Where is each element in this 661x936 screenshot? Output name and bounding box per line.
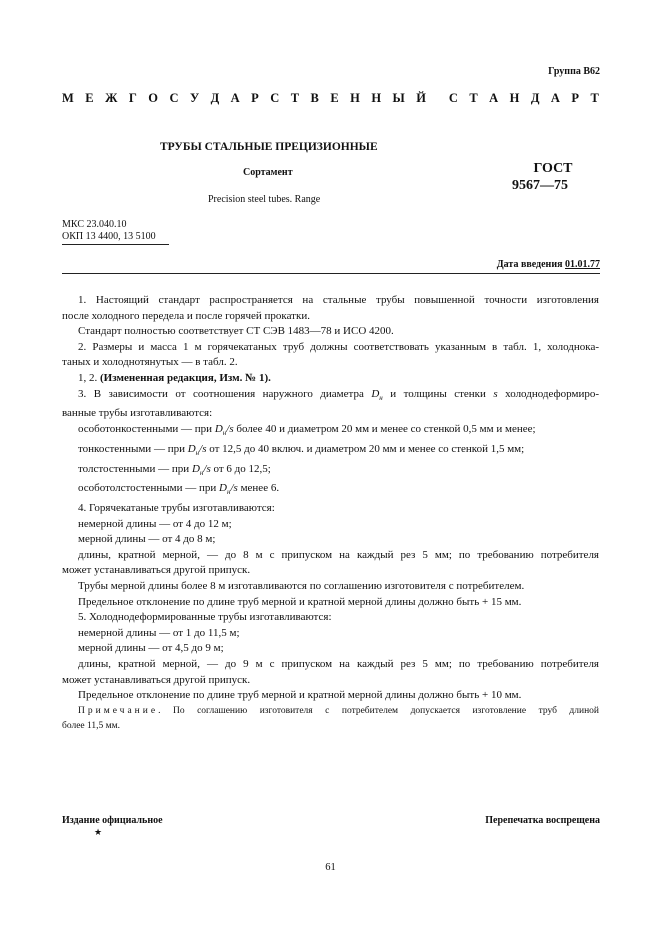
formula-s: s	[493, 387, 498, 400]
paragraph: 1. Настоящий стандарт распространяется на стальные трубы повышенной точности изготовления	[78, 294, 599, 306]
list-item: мерной длины — от 4,5 до 9 м;	[78, 642, 224, 655]
text-span: менее 6.	[237, 482, 280, 495]
paragraph: 4. Горячекатаные трубы изготавливаются:	[78, 502, 275, 515]
formula-subscript: н	[227, 488, 231, 497]
formula-symbol: D	[219, 482, 227, 495]
formula-symbol: s	[206, 462, 211, 475]
formula-symbol: s	[202, 442, 207, 455]
formula-subscript: н	[222, 429, 227, 438]
group-code: Группа В62	[548, 66, 600, 77]
intro-date-value: 01.01.77	[565, 259, 600, 270]
formula-symbol: s	[233, 482, 238, 495]
list-item: мерной длины — от 4 до 8 м;	[78, 533, 216, 546]
gost-number: 9567—75	[512, 178, 568, 193]
list-item: немерной длины — от 4 до 12 м;	[78, 517, 232, 530]
text-span: тонкостенными — при	[78, 442, 188, 455]
heading-letter: Д	[530, 91, 540, 105]
text-span: толстостенными — при	[78, 462, 192, 475]
heading-letter: М	[62, 91, 74, 105]
list-item	[62, 442, 599, 462]
paragraph: таных и холоднотянутых — в табл. 2.	[62, 356, 238, 369]
text-span: и толщины стенки	[382, 387, 494, 400]
paragraph: 5. Холоднодеформированные трубы изготавливаются:	[78, 611, 332, 624]
introduction-date	[497, 259, 600, 270]
heading-letter: Е	[330, 91, 339, 105]
heading-letter: Т	[290, 91, 300, 105]
formula-symbol: D	[371, 387, 380, 400]
intro-label: Дата введения	[496, 259, 565, 270]
paragraph: 2. Размеры и масса 1 м горячекатаных труб должны соответствовать указанным в табл. 1, холоднока-	[78, 340, 599, 353]
paragraph: после холодного передела и после горячей прокатки.	[62, 309, 310, 322]
paragraph	[62, 371, 599, 387]
note-continuation: более 11,5 мм.	[62, 721, 121, 732]
interstate-standard-heading	[62, 90, 599, 106]
heading-letter: Ы	[392, 91, 405, 105]
heading-letter: А	[230, 91, 240, 105]
formula-symbol: D	[191, 462, 200, 475]
gost-label: ГОСТ	[533, 161, 573, 176]
amendment-note: (Измененная редакция, Изм. № 1).	[100, 371, 271, 384]
text-span: особотолстостенными — при	[78, 482, 220, 495]
list-item	[62, 462, 599, 482]
formula-subscript: н	[379, 393, 383, 402]
heading-letter: А	[489, 91, 499, 105]
heading-letter: У	[189, 91, 200, 105]
heading-letter: Т	[469, 91, 478, 105]
heading-letter: В	[310, 91, 319, 105]
heading-letter: Т	[590, 91, 599, 105]
list-item: немерной длины — от 1 до 11,5 м;	[78, 626, 240, 639]
reprint-prohibited-label: Перепечатка воспрещена	[485, 815, 600, 826]
formula-ratio: $D_н/s$	[191, 462, 211, 477]
note	[62, 704, 599, 720]
heading-letter: С	[270, 91, 280, 105]
paragraph: Стандарт полностью соответствует СТ СЭВ 1483—78 и ИСО 4200.	[78, 325, 394, 338]
page-number: 61	[325, 862, 336, 873]
paragraph: может устанавливаться другой припуск.	[62, 564, 251, 577]
list-item	[62, 481, 599, 501]
heading-letter: Р	[571, 91, 580, 105]
formula-symbol: s	[229, 422, 234, 435]
okp-code: ОКП 13 4400, 13 5100	[62, 231, 156, 242]
formula-ratio: $D_н/s$	[219, 482, 238, 497]
text-span: 3. В зависимости от соотношения наружного диаметра	[78, 387, 372, 400]
text-span: особотонкостенными — при	[78, 422, 215, 435]
header-divider	[62, 273, 600, 274]
heading-letter: С	[169, 91, 179, 105]
list-item: длины, кратной мерной, — до 9 м с припуском на каждый рез 5 мм; по требованию потребителя	[78, 658, 599, 670]
heading-letter: Ж	[105, 91, 118, 105]
heading-letter: Г	[128, 91, 137, 105]
heading-letter: Р	[251, 91, 259, 105]
text-span: от 12,5 до 40 включ. и диаметром 20 мм и менее со стенкой 1,5 мм;	[206, 442, 525, 455]
document-body	[62, 293, 599, 735]
text-span: от 6 до 12,5;	[210, 462, 271, 475]
text-span: . По соглашению изготовителя с потребителем допускается изготовление труб длиной	[158, 705, 599, 716]
heading-letter: А	[550, 91, 560, 105]
document-title: ТРУБЫ СТАЛЬНЫЕ ПРЕЦИЗИОННЫЕ	[160, 141, 378, 153]
note-label: Примечание	[78, 705, 159, 716]
heading-letter: Й	[416, 91, 426, 105]
formula-symbol: D	[214, 422, 223, 435]
mks-code: МКС 23.040.10	[62, 219, 127, 230]
formula-d	[371, 388, 382, 400]
heading-letter: Н	[371, 91, 382, 105]
codes-divider	[62, 244, 169, 245]
heading-letter: Н	[509, 91, 520, 105]
paragraph: может устанавливаться другой припуск.	[62, 673, 251, 686]
heading-letter: С	[448, 91, 458, 105]
star-icon: ★	[94, 827, 103, 837]
formula-symbol: D	[187, 442, 196, 455]
paragraph: ванные трубы изготавливаются:	[62, 407, 213, 420]
text-span: более 40 и диаметром 20 мм и менее со стенкой 0,5 мм и менее;	[233, 422, 536, 435]
paragraph: Предельное отклонение по длине труб мерной и кратной мерной длины должно быть + 15 мм.	[78, 595, 522, 608]
list-item	[62, 422, 599, 442]
formula-subscript: н	[199, 468, 204, 477]
official-edition-label: Издание официальное	[62, 815, 163, 826]
document-subtitle: Сортамент	[243, 167, 293, 178]
heading-letter: Н	[350, 91, 360, 105]
paragraph: Трубы мерной длины более 8 м изготавливаются по соглашению изготовителя с потребителем.	[78, 580, 525, 593]
english-title: Precision steel tubes. Range	[208, 194, 321, 205]
formula-ratio: $D_н/s$	[214, 422, 234, 438]
heading-letter: Д	[210, 91, 220, 105]
text-span: 1, 2.	[78, 371, 100, 384]
heading-letter: О	[148, 91, 159, 105]
paragraph	[62, 387, 599, 407]
text-span: холоднодеформиро-	[497, 387, 599, 400]
paragraph: Предельное отклонение по длине труб мерной и кратной мерной длины должно быть + 10 мм.	[78, 689, 522, 702]
formula-subscript: н	[195, 448, 200, 457]
list-item: длины, кратной мерной, — до 8 м с припуском на каждый рез 5 мм; по требованию потребителя	[78, 548, 599, 561]
formula-ratio: $D_н/s$	[187, 442, 207, 457]
heading-letter: Е	[85, 91, 94, 105]
